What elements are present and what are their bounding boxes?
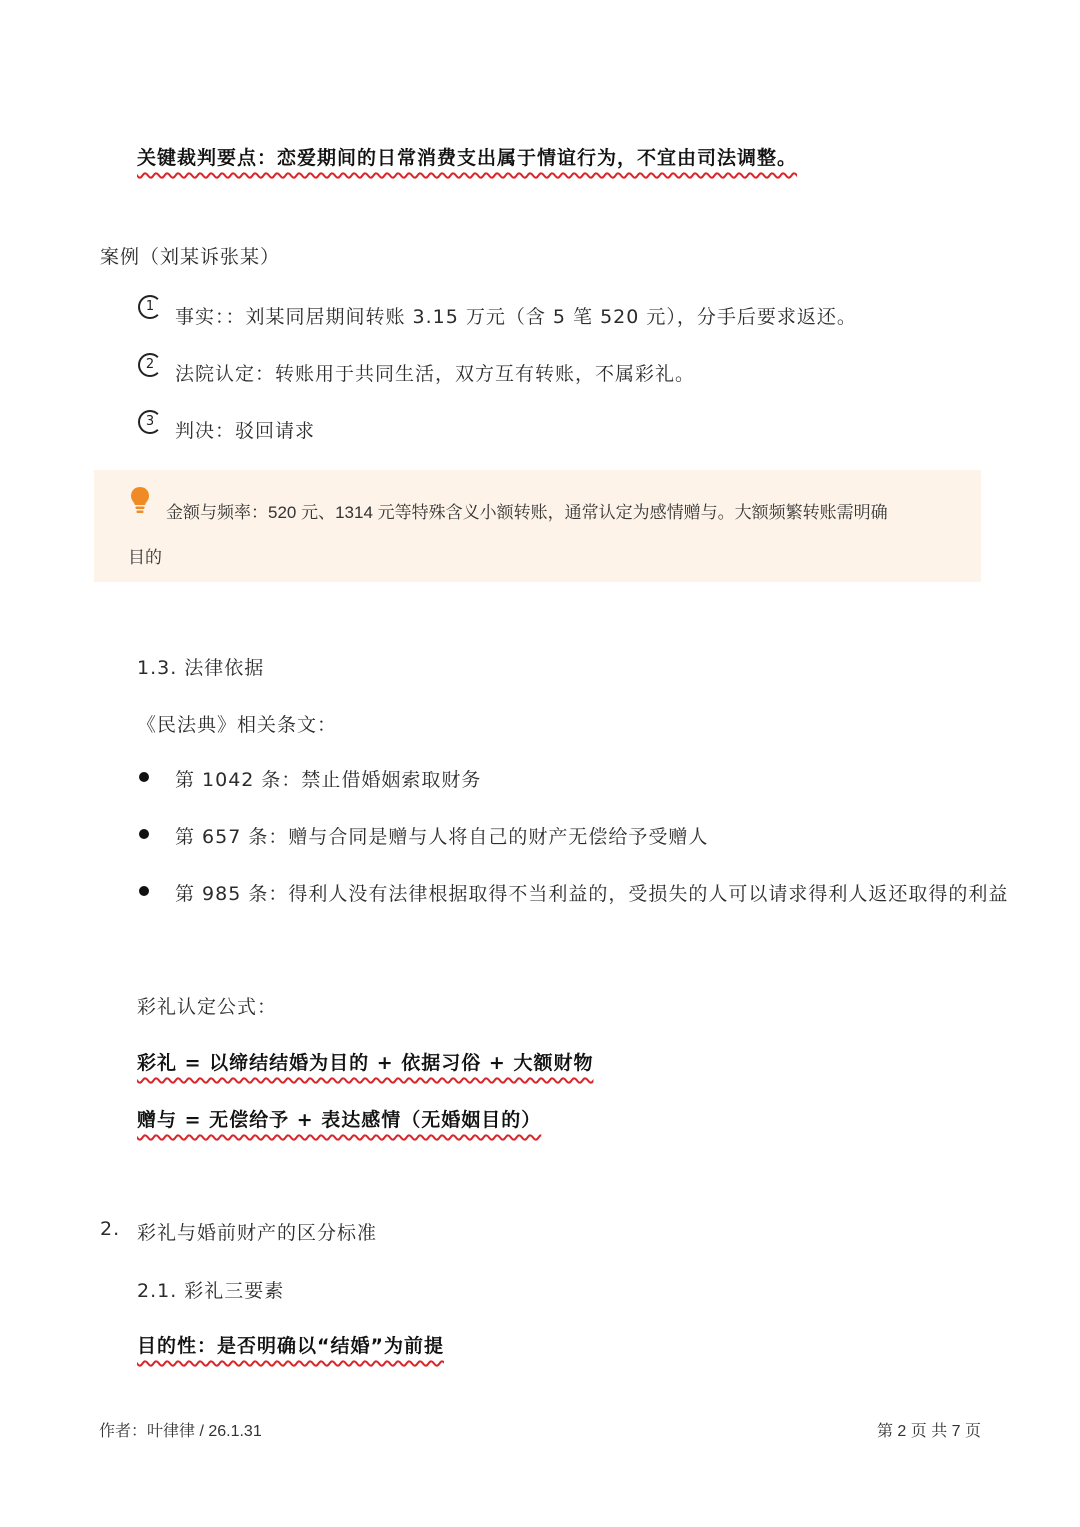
circle-number-2-icon: 2 — [138, 353, 162, 377]
case-judgment: 判决：驳回请求 — [175, 420, 316, 442]
bullet-dot — [139, 829, 149, 839]
case-fact: 事实：：刘某同居期间转账 3.15 万元（含 5 笔 520 元），分手后要求返还。 — [175, 306, 857, 328]
lightbulb-icon — [130, 486, 150, 516]
tip-text-line2: 目的 — [128, 548, 162, 567]
circle-number-1-icon: 1 — [138, 295, 162, 319]
case-title: 案例（刘某诉张某） — [100, 246, 281, 268]
legal-basis-heading: 1.3. 法律依据 — [137, 657, 265, 679]
formula-label: 彩礼认定公式： — [137, 996, 278, 1018]
case-court-finding: 法院认定：转账用于共同生活，双方互有转账，不属彩礼。 — [175, 363, 696, 385]
bullet-article-657: 第 657 条：赠与合同是赠与人将自己的财产无偿给予受赠人 — [175, 826, 709, 848]
circle-number-3-icon: 3 — [138, 410, 162, 434]
footer-page-number: 第 2 页 共 7 页 — [876, 1423, 981, 1440]
section-2-1-heading: 2.1. 彩礼三要素 — [137, 1280, 285, 1302]
purpose-criterion: 目的性：是否明确以“结婚”为前提 — [137, 1335, 444, 1357]
legal-basis-intro: 《民法典》相关条文： — [137, 714, 338, 736]
bullet-dot — [139, 772, 149, 782]
footer-author: 作者：叶律律 / 26.1.31 — [99, 1423, 262, 1440]
formula-gift: 赠与 = 无偿给予 + 表达感情（无婚姻目的） — [137, 1109, 542, 1131]
bullet-article-1042: 第 1042 条：禁止借婚姻索取财务 — [175, 769, 482, 791]
tip-callout — [94, 470, 981, 582]
bullet-dot — [139, 886, 149, 896]
tip-text-line1: 金额与频率：520 元、1314 元等特殊含义小额转账，通常认定为感情赠与。大额频繁转账需明确 — [166, 503, 888, 522]
formula-bride-price: 彩礼 = 以缔结结婚为目的 + 依据习俗 + 大额财物 — [137, 1052, 594, 1074]
bullet-article-985: 第 985 条：得利人没有法律根据取得不当利益的，受损失的人可以请求得利人返还取得的利益 — [175, 883, 1009, 905]
section-2-title: 彩礼与婚前财产的区分标准 — [137, 1222, 378, 1244]
section-2-number: 2. — [100, 1218, 121, 1240]
key-point: 关键裁判要点：恋爱期间的日常消费支出属于情谊行为，不宜由司法调整。 — [137, 147, 798, 169]
